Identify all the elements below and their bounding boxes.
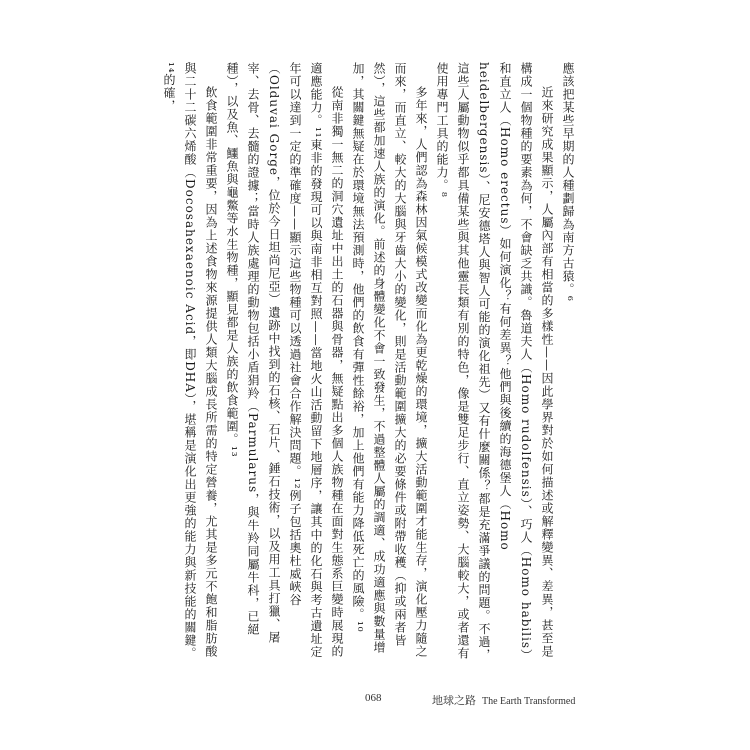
- paragraph-2: 近來研究成果顯示，人屬內部有相當的多樣性——因此學界對於如何描述或解釋變異、差異，甚至是構成一個物種的要素為何，不會缺乏共識。魯道夫人（Homo rudolfensis）、巧人（Homo habilis）和直立人（Homo erectus）如何演化？有何差異？他們與後續的海德堡人（Homo heidelbergensis）、尼安德塔人與智人可能的演化祖先）又有什麼關係？都是充滿爭議的問題。不過，這些人屬動物似乎都具備某些與其他靈長類有別的特色，像是雙足步行、直立姿勢、大腦較大，或者還有使用專門工具的能力。⁸: [435, 62, 554, 662]
- paragraph-3: 多年來，人們認為森林因氣候模式改變而化為更乾燥的環境，擴大活動範圍才能生存，演化壓力隨之而來，而直立、較大的大腦與牙齒大小的變化，則是活動範圍擴大的必要條件或附帶收穫（抑或兩者皆然），這些都加速人族的演化。前述的身體變化不會一致發生，不過整體人屬的調適、成功適應與數量增加，其關鍵無疑在於環境無法預測時，他們的飲食有彈性餘裕，加上他們有能力降低死亡的風險。¹⁰: [351, 62, 428, 658]
- book-title-zh: 地球之路: [432, 695, 476, 707]
- book-title-en: The Earth Transformed: [482, 696, 576, 707]
- paragraph-4: 從南非獨一無二的洞穴遺址中出土的石器與骨器，無疑點出多個人族物種在面對生態系巨變時展現的適應能力。¹¹東非的發現可以與南非相互對照——當地火山活動留下地層序，讓其中的化石與考古遺址定年可以達到一定的準確度——顯示這些物種可以透過社會合作解決問題。¹²例子包括奧杜威峽谷（Olduvai Gorge，位於今日坦尚尼亞）遺跡中找到的石核、石片、錘石技術，以及用工具打獵、屠宰、去骨、去髓的證據；當時人族處理的動物包括小盾狷羚（Parmularus，與牛羚同屬牛科，已絕種），以及魚、鱷魚與龜鱉等水生物種，顯見都是人族的飲食範圍。¹³: [225, 62, 344, 659]
- page-number: 068: [365, 692, 382, 704]
- vertical-text-body: [162, 62, 578, 662]
- paragraph-5: 飲食範圍非常重要，因為上述食物來源提供人類大腦成長所需的特定營養，尤其是多元不飽和脂肪酸與二十二碳六烯酸（Docosahexaenoic Acid，即DHA），堪稱是演化出更強的能力與新技能的關鍵。¹⁴的確，: [162, 62, 218, 660]
- running-head: [432, 692, 575, 708]
- paragraph-1: 應該把某些早期的人種劃歸為南方古猿。⁶: [561, 62, 575, 302]
